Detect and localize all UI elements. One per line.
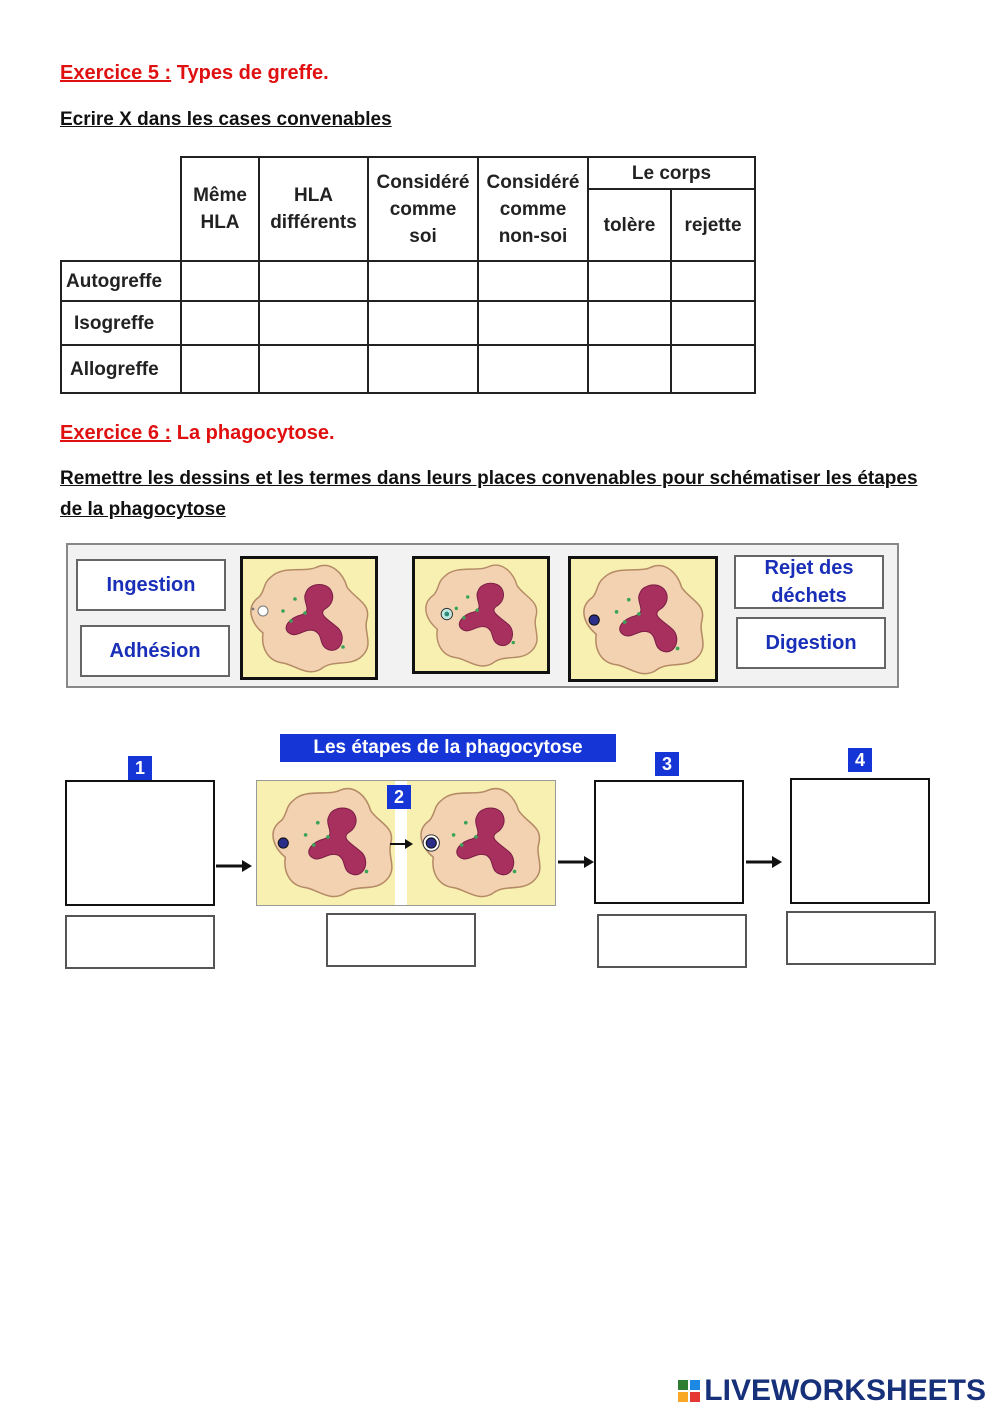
phagocyte-drawing <box>243 559 375 677</box>
stages-banner: Les étapes de la phagocytose <box>280 734 616 762</box>
exercise5-title <box>60 62 329 85</box>
phagocyte-drawing <box>265 781 399 903</box>
drawing-card-particle-approach[interactable] <box>240 556 378 680</box>
drag-bank <box>66 543 899 688</box>
answer-cell[interactable] <box>368 261 478 301</box>
exercise6-title-text: La phagocytose. <box>171 422 335 444</box>
step-number-3: 3 <box>655 752 679 776</box>
col-header-considere-non-soi <box>478 157 588 261</box>
drop-zone-term-1[interactable] <box>65 915 215 969</box>
answer-cell[interactable] <box>588 301 671 345</box>
exercise6-title <box>60 422 335 445</box>
col-header-nonsoi-line1: Considéré <box>486 171 580 193</box>
exercise5-instruction: Ecrire X dans les cases convenables <box>60 109 392 130</box>
col-header-diff-line2: différents <box>270 212 357 233</box>
graft-table <box>60 156 756 394</box>
col-header-meme-hla <box>181 157 259 261</box>
term-digestion[interactable]: Digestion <box>736 617 886 669</box>
col-header-soi-line2: comme <box>389 198 457 220</box>
exercise6-instruction: Remettre les dessins et les termes dans leurs places convenables pour schématiser les étapes de la phagocytose <box>60 468 918 520</box>
brand-logo <box>678 1374 986 1408</box>
row-header-isogreffe: Isogreffe <box>61 301 181 345</box>
col-header-soi-line1: Considéré <box>376 171 470 193</box>
col-header-meme-line1: Même <box>193 185 247 206</box>
col-header-nonsoi-line3: non-soi <box>498 225 568 247</box>
answer-cell[interactable] <box>368 345 478 393</box>
col-header-diff-line1: HLA <box>293 185 334 206</box>
col-header-nonsoi-line2: comme <box>499 198 567 220</box>
answer-cell[interactable] <box>671 301 755 345</box>
drop-zone-term-3[interactable] <box>597 914 747 968</box>
drop-zone-drawing-4[interactable] <box>790 778 930 904</box>
drawing-card-particle-vacuole[interactable] <box>412 556 550 674</box>
col-header-le-corps: Le corps <box>588 157 755 189</box>
row-header-allogreffe: Allogreffe <box>61 345 181 393</box>
exercise6-label: Exercice 6 : <box>60 422 172 444</box>
col-header-hla-differents <box>259 157 368 261</box>
drop-zone-term-4[interactable] <box>786 911 936 965</box>
drop-zone-term-2[interactable] <box>326 913 476 967</box>
drawing-card-particle-adhesion[interactable] <box>568 556 718 682</box>
exercise5-title-text: Types de greffe. <box>171 62 329 84</box>
phagocyte-drawing <box>415 559 547 671</box>
answer-cell[interactable] <box>181 301 259 345</box>
drop-zone-drawing-3[interactable] <box>594 780 744 904</box>
step-number-2: 2 <box>387 785 411 809</box>
answer-cell[interactable] <box>259 261 368 301</box>
answer-cell[interactable] <box>588 345 671 393</box>
liveworksheets-logo-icon <box>678 1380 700 1402</box>
arrow-icon <box>556 852 596 872</box>
table-corner <box>61 157 181 261</box>
arrow-icon <box>214 856 254 876</box>
col-header-considere-soi <box>368 157 478 261</box>
term-adhesion[interactable]: Adhésion <box>80 625 230 677</box>
row-header-autogreffe: Autogreffe <box>61 261 181 301</box>
answer-cell[interactable] <box>671 345 755 393</box>
phagocyte-drawing <box>413 781 547 903</box>
arrow-icon <box>744 852 784 872</box>
drop-zone-drawing-1[interactable] <box>65 780 215 906</box>
col-header-soi-line3: soi <box>409 225 437 247</box>
step-number-4: 4 <box>848 748 872 772</box>
answer-cell[interactable] <box>478 261 588 301</box>
col-header-rejette: rejette <box>671 189 755 261</box>
col-header-meme-line2: HLA <box>200 212 240 233</box>
arrow-icon <box>389 837 415 851</box>
step-number-1: 1 <box>128 756 152 780</box>
answer-cell[interactable] <box>181 261 259 301</box>
term-rejet-dechets[interactable]: Rejet des déchets <box>734 555 884 609</box>
exercise5-label: Exercice 5 : <box>60 62 172 84</box>
answer-cell[interactable] <box>368 301 478 345</box>
answer-cell[interactable] <box>588 261 671 301</box>
brand-text: LIVEWORKSHEETS <box>704 1374 986 1407</box>
answer-cell[interactable] <box>478 301 588 345</box>
answer-cell[interactable] <box>181 345 259 393</box>
answer-cell[interactable] <box>259 345 368 393</box>
answer-cell[interactable] <box>259 301 368 345</box>
answer-cell[interactable] <box>671 261 755 301</box>
answer-cell[interactable] <box>478 345 588 393</box>
phagocyte-drawing <box>571 559 715 679</box>
term-ingestion[interactable]: Ingestion <box>76 559 226 611</box>
col-header-tolere: tolère <box>588 189 671 261</box>
